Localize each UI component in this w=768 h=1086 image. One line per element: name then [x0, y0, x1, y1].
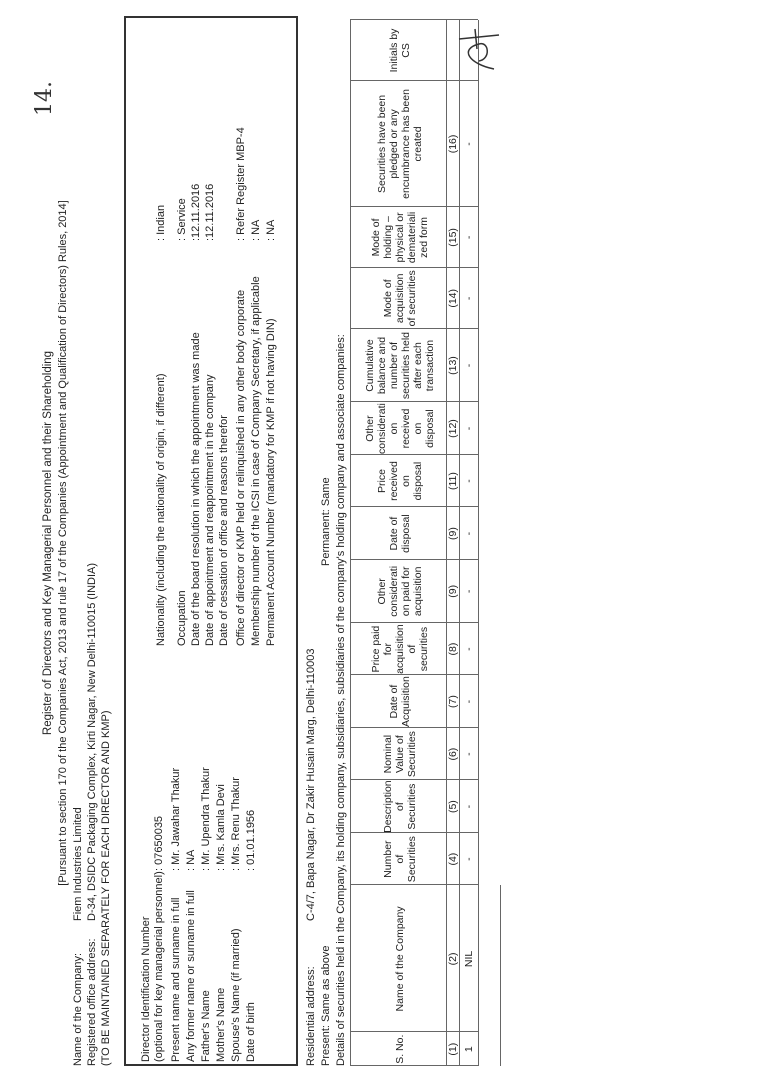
father-name-label: Father's Name: [200, 990, 212, 1062]
occupation-value: : Service: [176, 198, 188, 241]
column-number-cell: (7): [447, 695, 459, 709]
row-cell: -: [463, 296, 475, 301]
row-cell: -: [463, 426, 475, 431]
icsi-membership-value: : NA: [250, 219, 262, 241]
row-cell: -: [463, 647, 475, 651]
row-cell: -: [463, 479, 475, 483]
table-rule-partial: [500, 885, 501, 1066]
appointment-date-value: :12.11.2016: [204, 183, 216, 241]
mother-name-value: : Mrs. Kamla Devi: [215, 784, 227, 871]
nationality-value: : Indian: [155, 204, 167, 241]
handwritten-page-number: 14.: [32, 81, 57, 116]
icsi-membership-label: Membership number of the ICSI in case of Company Secretary, if applicable: [250, 276, 262, 646]
registered-office-value: D-34, DSIDC Packaging Complex, Kirti Nagar, New Delhi-110015 (INDIA): [86, 562, 98, 921]
row-cell: -: [463, 699, 475, 704]
column-number-cell: (8): [447, 642, 459, 656]
father-name-value: : Mr. Upendra Thakur: [200, 767, 212, 871]
header-cell: Number of Securities: [382, 836, 418, 883]
pan-value: : NA: [265, 219, 277, 241]
dob-label: Date of birth: [245, 1002, 257, 1062]
residential-address-label: Residential address:: [305, 966, 317, 1066]
header-cell: Description of Securities: [382, 780, 418, 833]
row-cell: NIL: [463, 950, 475, 968]
board-resolution-label: Date of the board resolution in which the appointment was made: [190, 332, 202, 646]
row-cell: 1: [463, 1046, 475, 1053]
register-title: Register of Directors and Key Managerial Personnel and their Shareholding: [42, 350, 54, 736]
din-label-note: (optional for key managerial personnel): [153, 871, 165, 1062]
mother-name-label: Mother's Name: [215, 987, 227, 1062]
table-caption: Details of securities held in the Company, its holding company, subsidiaries, subsidiaries of the company's holding company and associate companies:: [335, 334, 347, 1066]
present-name-label: Present name and surname in full: [170, 897, 182, 1062]
table-rule-3: [478, 20, 479, 1066]
column-number-cell: (2): [447, 952, 459, 966]
cessation-label: Date of cessation of office and reasons therefor: [218, 415, 230, 646]
row-cell: -: [463, 531, 475, 536]
other-office-label: Office of director or KMP held or relinquished in any other body corporate: [235, 289, 247, 646]
header-cell: S. No.: [394, 1034, 406, 1064]
table-rule-2: [459, 20, 460, 1066]
row-cell: -: [463, 804, 475, 809]
din-label: Director Identification Number: [140, 916, 152, 1062]
header-cell: Nominal Value of Securities: [382, 731, 418, 778]
table-rule-0: [350, 20, 351, 1066]
header-cell: Mode of holding – physical or demateriali zed form: [370, 211, 430, 264]
header-cell: Other considerati on paid for acquisition: [376, 565, 424, 617]
other-office-value: : Refer Register MBP-4: [235, 127, 247, 241]
column-number-cell: (13): [447, 356, 459, 375]
former-name-value: : NA: [185, 849, 197, 871]
spouse-name-label: Spouse's Name (if married): [230, 928, 242, 1062]
row-cell: -: [463, 589, 475, 594]
company-name-label: Name of the Company:: [72, 952, 84, 1066]
cs-initials-signature: [449, 19, 509, 79]
header-cell: Initials by CS: [388, 28, 412, 73]
column-number-cell: (15): [447, 228, 459, 247]
nationality-label: Nationality (including the nationality of origin, if different): [155, 373, 167, 646]
row-cell: -: [463, 235, 475, 240]
header-cell: Other considerati on received on disposal: [364, 403, 436, 454]
company-name-value: Fiem Industries Limited: [72, 807, 84, 921]
pan-label: Permanent Account Number (mandatory for KMP if not having DIN): [265, 318, 277, 646]
header-cell: Mode of acquisition of securities: [382, 270, 418, 327]
header-cell: Price paid for acquisition of securities: [370, 624, 430, 674]
column-number-cell: (1): [447, 1042, 459, 1056]
column-number-cell: (9): [447, 584, 459, 598]
column-number-cell: (4): [447, 852, 459, 866]
row-cell: -: [463, 857, 475, 861]
column-number-cell: (9): [447, 527, 459, 540]
register-subtitle: [Pursuant to section 170 of the Companies Act, 2013 and rule 17 of the Companies (Appointment and Qualification of Directors) Rules, 2014]: [57, 200, 69, 886]
maintenance-instruction: (TO BE MAINTAINED SEPARATELY FOR EACH DIRECTOR AND KMP): [100, 710, 112, 1066]
din-value: : 07650035: [153, 815, 165, 871]
header-cell: Price received on disposal: [376, 461, 424, 501]
occupation-label: Occupation: [176, 590, 188, 646]
registered-office-label: Registered office address:: [86, 938, 98, 1066]
permanent-address: Permanent: Same: [320, 477, 332, 566]
header-cell: Cumulative balance and number of securities held after each transaction: [364, 331, 436, 400]
column-number-cell: (14): [447, 288, 459, 308]
column-number-cell: (16): [447, 134, 459, 154]
row-cell: -: [463, 752, 475, 756]
spouse-name-value: : Mrs. Renu Thakur: [230, 777, 242, 871]
residential-address-value: C-4/7, Bapa Nagar, Dr Zakir Husain Marg, Delhi-110003: [305, 648, 317, 921]
column-number-cell: (12): [447, 419, 459, 438]
header-cell: Date of Acquisition: [388, 676, 412, 727]
column-number-cell: (5): [447, 800, 459, 814]
row-cell: -: [463, 363, 475, 368]
appointment-date-label: Date of appointment and reappointment in the company: [204, 374, 216, 646]
header-cell: Date of disposal: [388, 514, 412, 553]
present-address: Present: Same as above: [320, 945, 332, 1066]
former-name-label: Any former name or surname in full: [185, 890, 197, 1062]
dob-value: : 01.01.1956: [245, 809, 257, 871]
column-number-cell: (6): [447, 747, 459, 761]
board-resolution-value: :12.11.2016: [190, 183, 202, 241]
header-cell: Securities have been pledged or any encumbrance has been created: [376, 89, 424, 199]
column-number-cell: (11): [447, 472, 459, 490]
header-cell: Name of the Company: [394, 906, 406, 1012]
row-cell: -: [463, 142, 475, 146]
present-name-value: : Mr. Jawahar Thakur: [170, 767, 182, 871]
